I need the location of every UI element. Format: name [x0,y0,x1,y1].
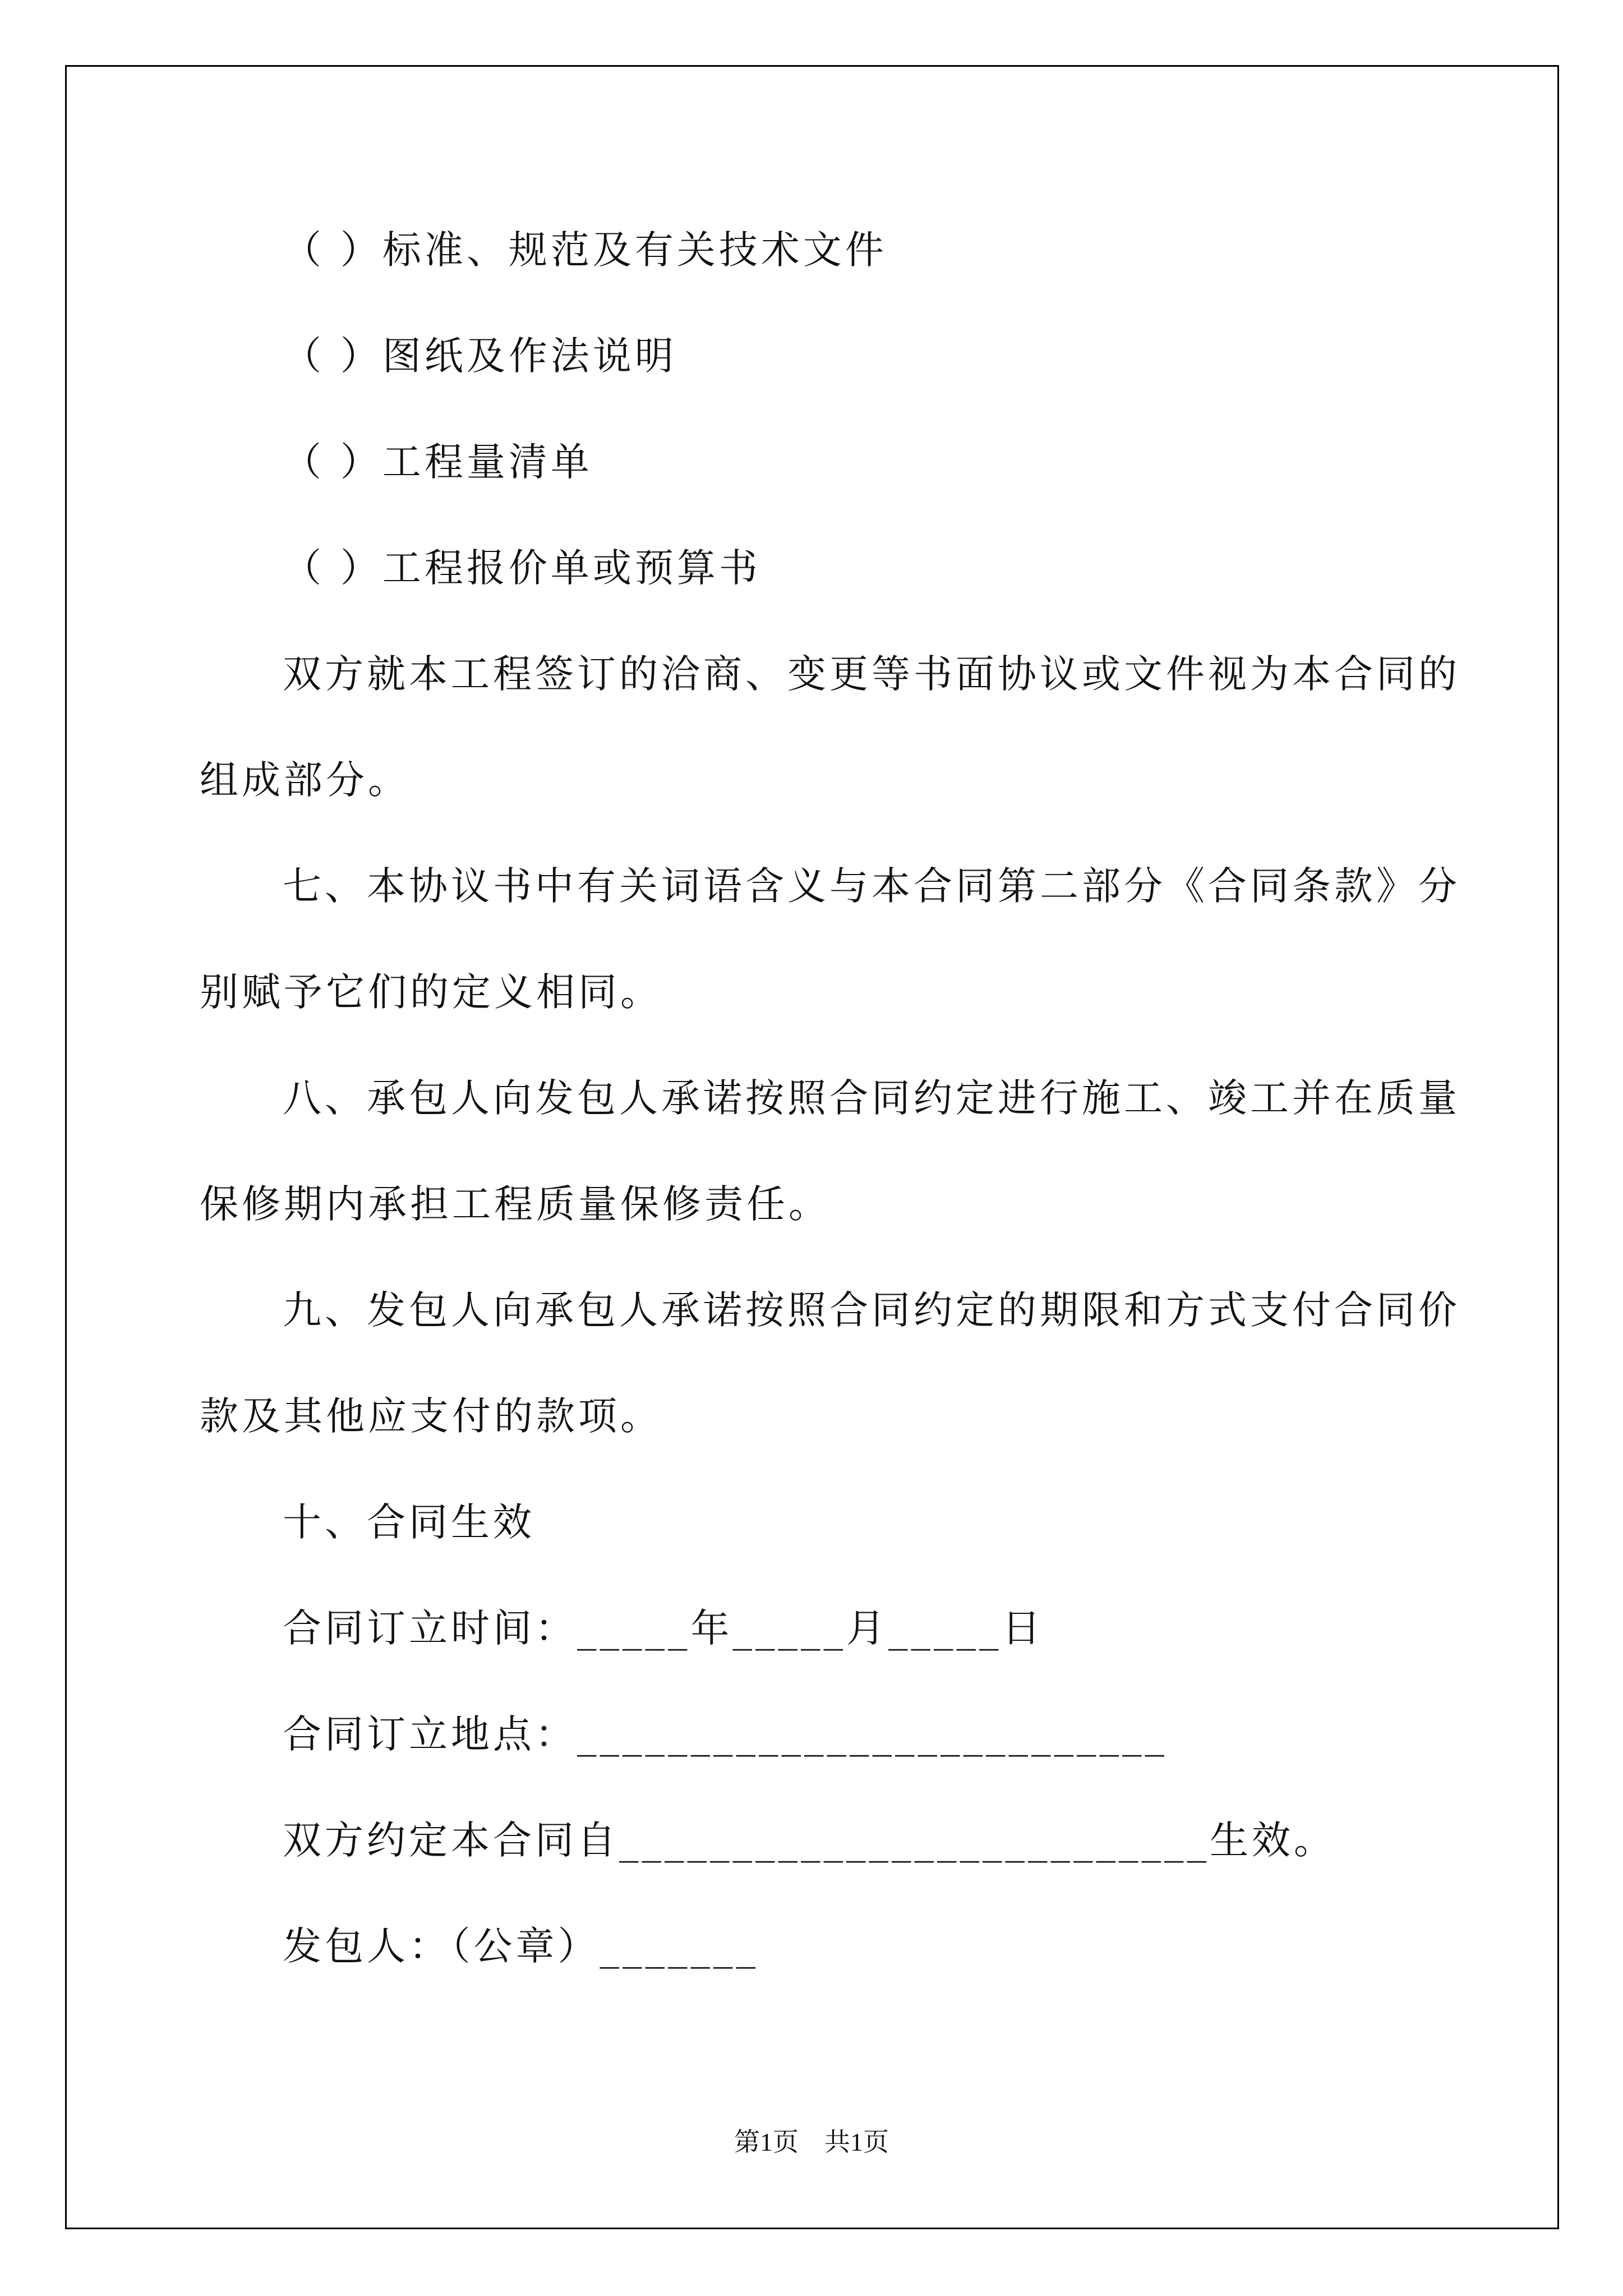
line-5: 双方就本工程签订的洽商、变更等书面协议或文件视为本合同的 [283,652,1460,697]
line-13: 十、合同生效 [283,1500,535,1545]
line-2: （ ）图纸及作法说明 [283,334,677,379]
line-16: 双方约定本合同自__________________________生效。 [283,1818,1336,1863]
line-3: （ ）工程量清单 [283,440,593,485]
page-border [65,65,1559,2229]
line-8: 别赋予它们的定义相同。 [200,970,662,1015]
line-12: 款及其他应支付的款项。 [200,1394,662,1439]
line-17: 发包人：（公章）_______ [283,1924,759,1969]
line-6: 组成部分。 [200,758,410,803]
line-7: 七、本协议书中有关词语含义与本合同第二部分《合同条款》分 [283,864,1460,909]
line-10: 保修期内承担工程质量保修责任。 [200,1182,831,1227]
line-1: （ ）标准、规范及有关技术文件 [283,228,887,273]
line-4: （ ）工程报价单或预算书 [283,546,761,591]
line-9: 八、承包人向发包人承诺按照合同约定进行施工、竣工并在质量 [283,1076,1460,1121]
line-15: 合同订立地点：__________________________ [283,1712,1168,1757]
line-11: 九、发包人向承包人承诺按照合同约定的期限和方式支付合同价 [283,1288,1460,1333]
page-number-footer: 第1页 共1页 [734,2128,889,2156]
line-14: 合同订立时间：_____年_____月_____日 [283,1606,1044,1651]
